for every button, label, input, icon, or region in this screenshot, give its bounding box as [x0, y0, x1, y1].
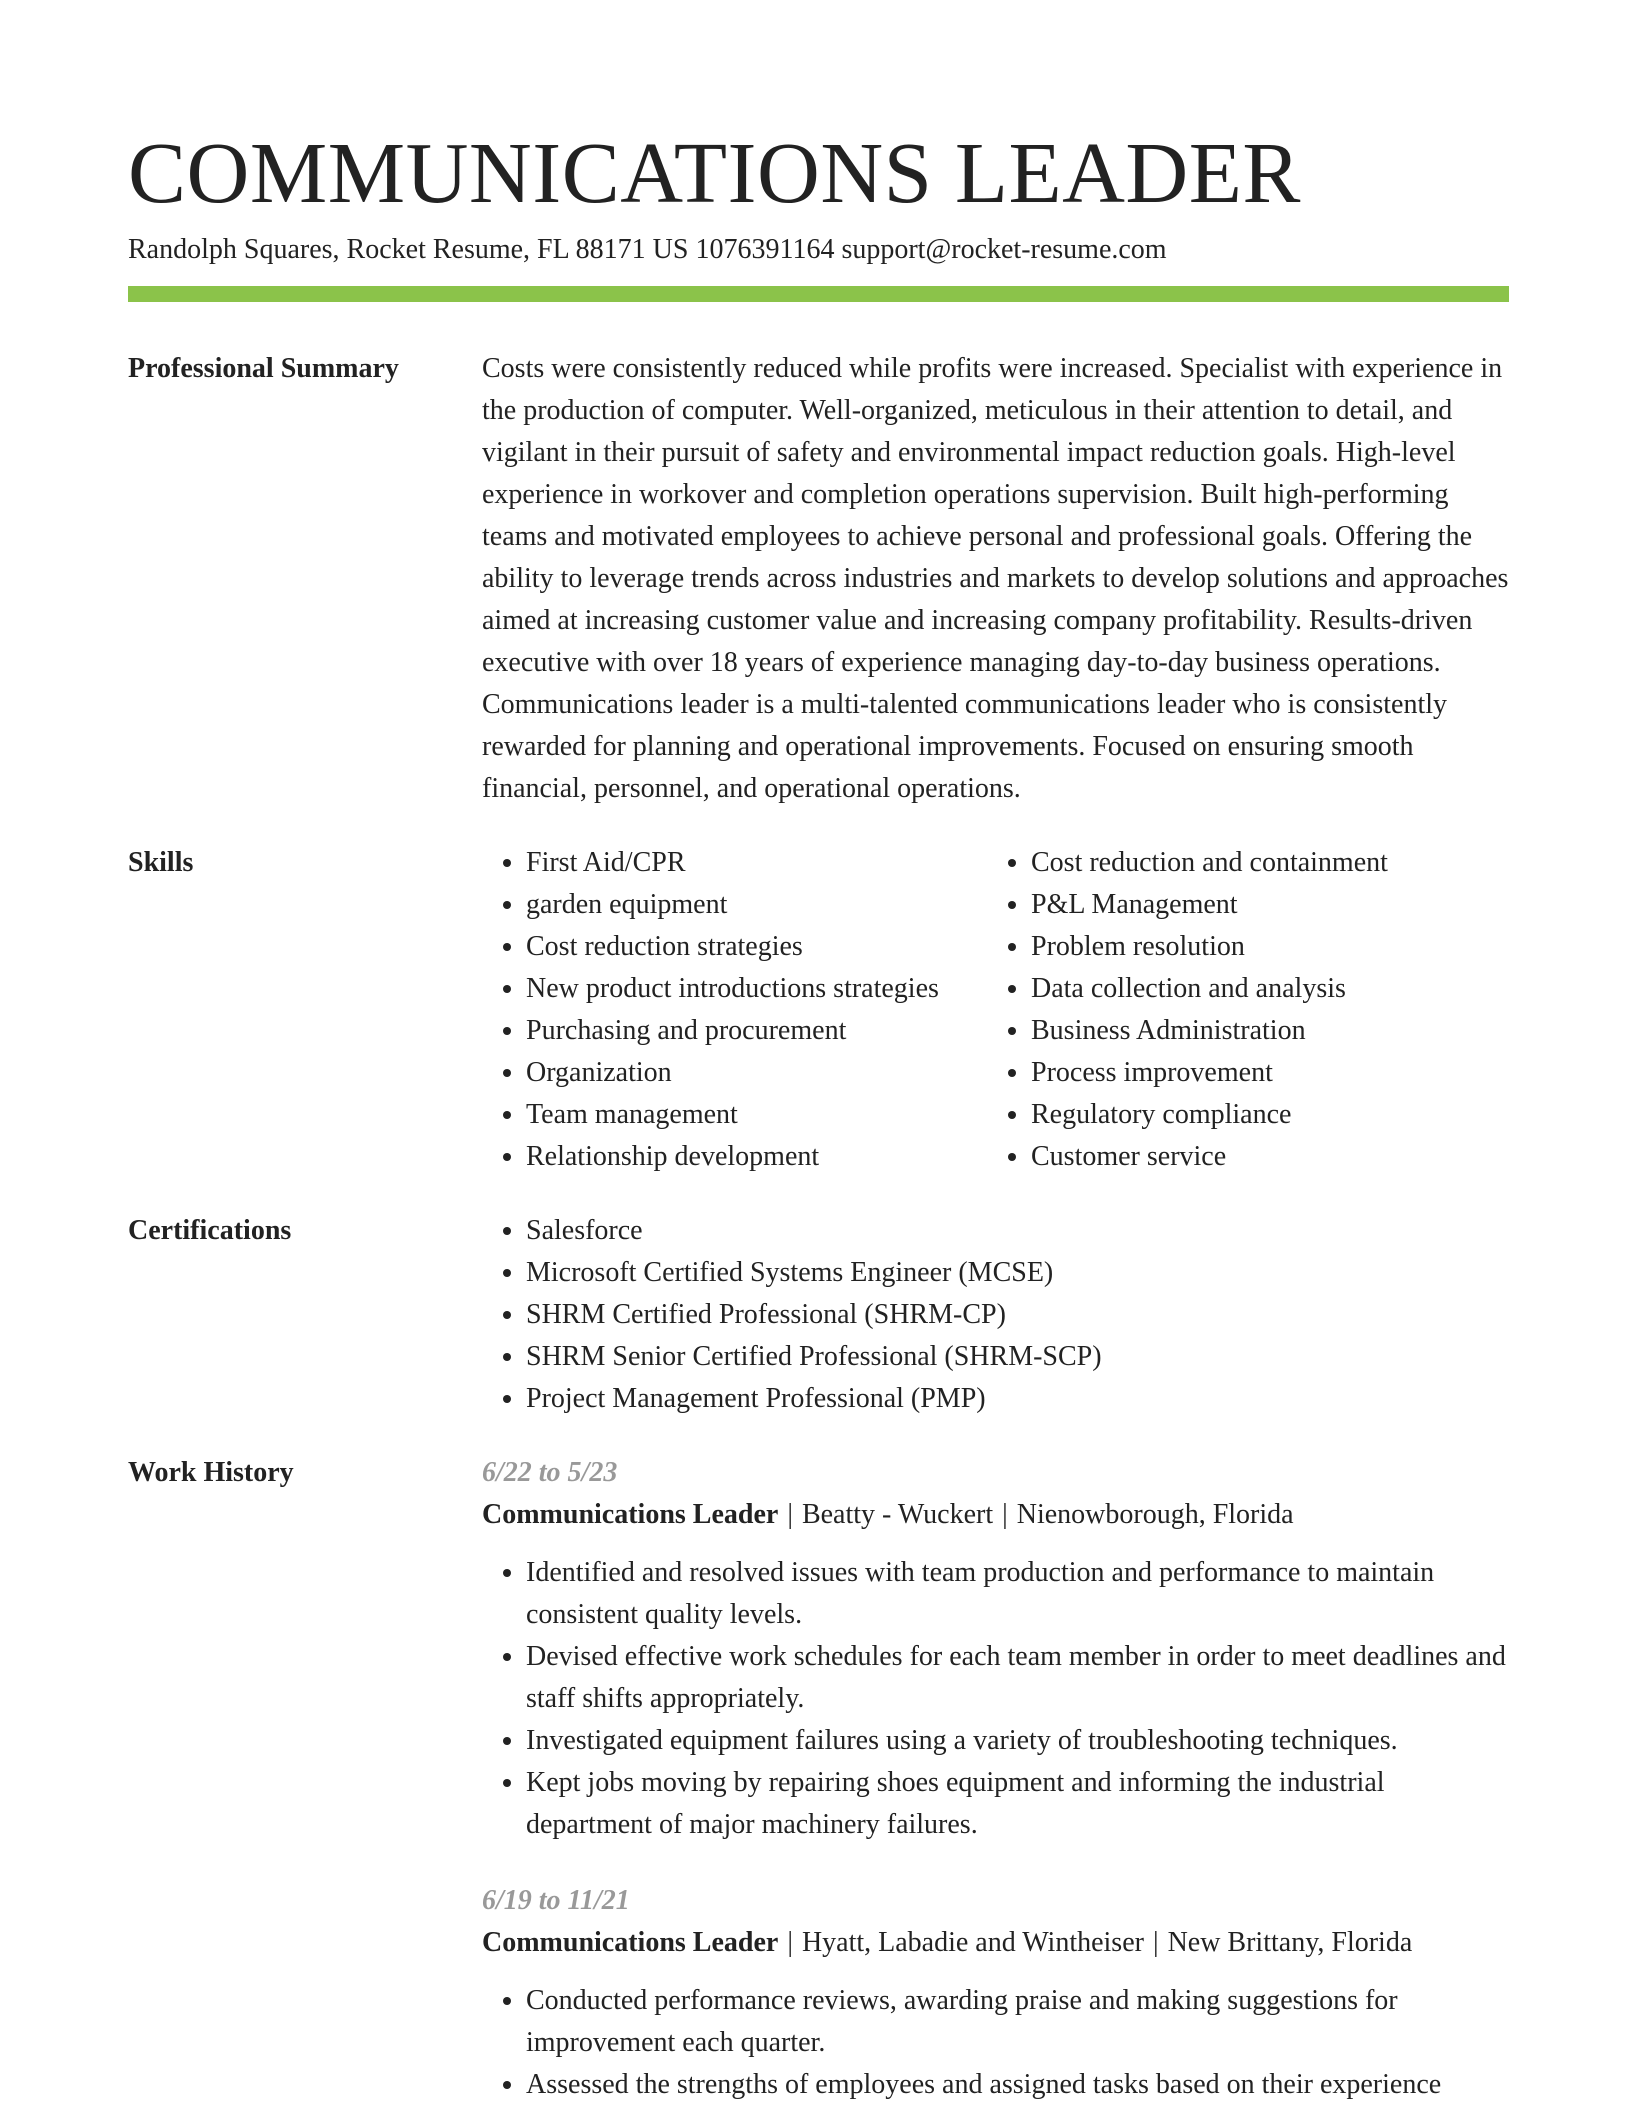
certifications-heading: Certifications [128, 1215, 292, 1246]
certification-item: • SHRM Certified Professional (SHRM-CP) [526, 1294, 1509, 1336]
skill-item: • Business Administration [1031, 1010, 1492, 1052]
separator: | [787, 1927, 793, 1958]
summary-text: Costs were consistently reduced while profits were increased. Specialist with experience in the production of computer. Well-organized, meticulous in their attention to detail, and vigilant in their pursuit of safety and environmental impact reduction goals. High-level experience in workover and completion operations supervision. Built high-performing teams and motivated employees to achieve personal and professional goals. Offering the ability to leverage trends across industries and markets to develop solutions and approaches aimed at increasing customer value and increasing company profitability. Results-driven executive with over 18 years of experience managing day-to-day business operations. Communications leader is a multi-talented communications leader who is consistently rewarded for planning and operational improvements. Focused on ensuring smooth financial, personnel, and operational operations. [482, 353, 1509, 804]
skills-list-right [987, 842, 1492, 1178]
summary-heading: Professional Summary [128, 353, 399, 384]
contact-email: support@rocket-resume.com [841, 234, 1167, 265]
skills-list-left [482, 842, 987, 1178]
skill-item: • Problem resolution [1031, 926, 1492, 968]
contact-line [128, 230, 1167, 270]
skill-item: • Regulatory compliance [1031, 1094, 1492, 1136]
skills-column-left [482, 842, 987, 1178]
skill-item: • First Aid/CPR [526, 842, 987, 884]
job-location: Nienowborough, Florida [1016, 1499, 1294, 1530]
job-bullets [482, 1552, 1509, 1846]
certification-item: • Salesforce [526, 1210, 1509, 1252]
separator: | [1152, 1927, 1159, 1958]
job-company: Beatty - Wuckert [801, 1499, 994, 1530]
skill-item: • Team management [526, 1094, 987, 1136]
job-bullet: • Conducted performance reviews, awarding praise and making suggestions for improvement each quarter. [526, 1980, 1509, 2064]
job-title: Communications Leader [482, 1927, 779, 1958]
separator: | [787, 1499, 793, 1530]
job-bullet: • Identified and resolved issues with team production and performance to maintain consistent quality levels. [526, 1552, 1509, 1636]
certifications-body [482, 1210, 1509, 1420]
job-bullet: • Devised effective work schedules for each team member in order to meet deadlines and staff shifts appropriately. [526, 1636, 1509, 1720]
skill-item: • Customer service [1031, 1136, 1492, 1178]
contact-address: Randolph Squares, Rocket Resume, FL 88171 US [128, 234, 689, 265]
accent-divider [128, 286, 1509, 302]
skill-item: • garden equipment [526, 884, 987, 926]
job-header [482, 1922, 1509, 1964]
certifications-section [128, 1210, 1509, 1420]
job-location: New Brittany, Florida [1167, 1927, 1413, 1958]
contact-phone: 1076391164 [695, 234, 835, 265]
skills-grid [482, 842, 1509, 1178]
summary-section [128, 348, 1509, 810]
certification-item: • Project Management Professional (PMP) [526, 1378, 1509, 1420]
skills-column-right [987, 842, 1492, 1178]
job-bullet: • Investigated equipment failures using a variety of troubleshooting techniques. [526, 1720, 1509, 1762]
skill-item: • Cost reduction strategies [526, 926, 987, 968]
work-history-heading: Work History [128, 1457, 294, 1488]
job-entry [482, 1880, 1509, 2106]
resume-page [128, 0, 1509, 2112]
skill-item: • P&L Management [1031, 884, 1492, 926]
skill-item: • Relationship development [526, 1136, 987, 1178]
skill-item: • New product introductions strategies [526, 968, 987, 1010]
job-dates: 6/22 to 5/23 [482, 1457, 618, 1488]
job-dates: 6/19 to 11/21 [482, 1885, 630, 1916]
skills-section [128, 842, 1509, 1178]
skill-item: • Organization [526, 1052, 987, 1094]
job-title: Communications Leader [482, 1499, 779, 1530]
separator: | [1002, 1499, 1008, 1530]
skills-body [482, 842, 1509, 1178]
certification-item: • Microsoft Certified Systems Engineer (MCSE) [526, 1252, 1509, 1294]
job-entry [482, 1452, 1509, 1846]
skill-item: • Cost reduction and containment [1031, 842, 1492, 884]
skill-item: • Data collection and analysis [1031, 968, 1492, 1010]
skill-item: • Purchasing and procurement [526, 1010, 987, 1052]
resume-title: COMMUNICATIONS LEADER [128, 124, 1301, 221]
certification-item: • SHRM Senior Certified Professional (SHRM-SCP) [526, 1336, 1509, 1378]
skill-item: • Process improvement [1031, 1052, 1492, 1094]
work-history-body [482, 1452, 1509, 2112]
summary-body [482, 348, 1509, 810]
skills-heading: Skills [128, 847, 194, 878]
job-header [482, 1494, 1509, 1536]
job-bullet: • Kept jobs moving by repairing shoes equipment and informing the industrial department of major machinery failures. [526, 1762, 1509, 1846]
certifications-list [482, 1210, 1509, 1420]
job-bullet: • Assessed the strengths of employees and assigned tasks based on their experience [526, 2064, 1509, 2106]
resume-sections [128, 348, 1509, 2112]
job-bullets [482, 1980, 1509, 2106]
job-company: Hyatt, Labadie and Wintheiser [801, 1927, 1144, 1958]
work-history-section [128, 1452, 1509, 2112]
